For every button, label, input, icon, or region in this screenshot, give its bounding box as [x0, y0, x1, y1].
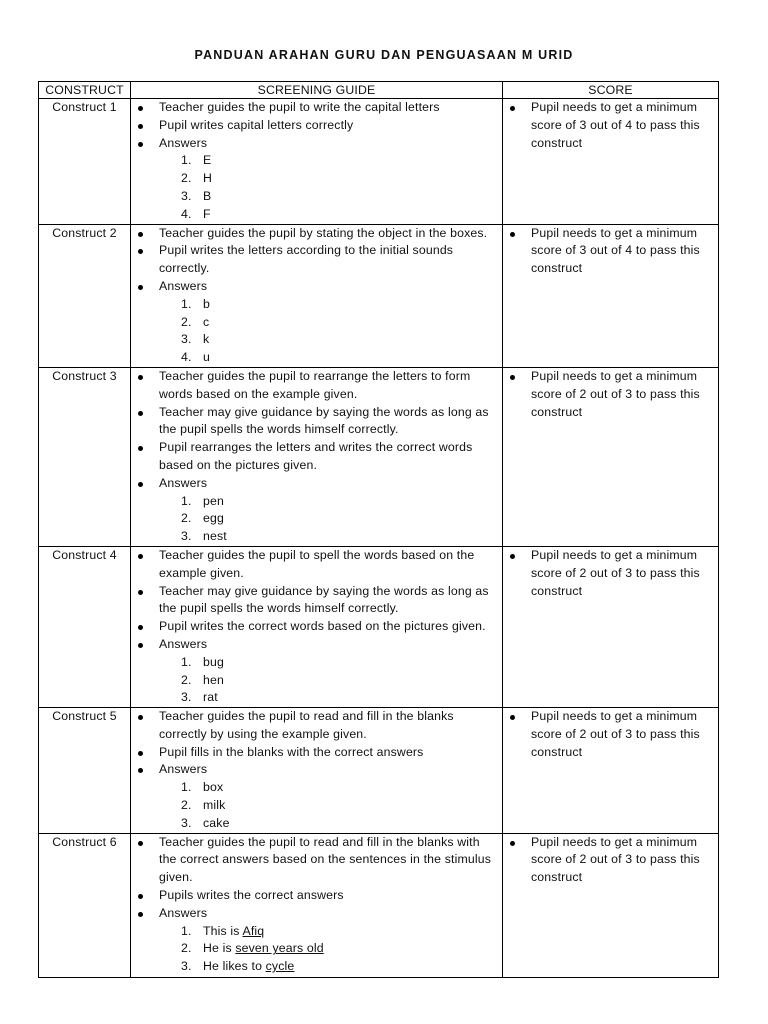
answers-list: [159, 923, 499, 976]
screening-guide-cell: [131, 367, 503, 546]
score-list: [506, 368, 715, 421]
answer-item: [181, 672, 499, 690]
guide-item: [159, 618, 499, 636]
guide-item: [159, 225, 499, 243]
score-text: Pupil needs to get a minimum score of 2 out of 3 to pass this construct: [531, 547, 715, 600]
answer-text: B: [203, 188, 212, 203]
guide-item-text: Teacher guides the pupil to rearrange the letters to form words based on the example given.: [159, 368, 471, 401]
answer-number: 4.: [181, 206, 192, 221]
answer-item: [181, 296, 499, 314]
construct-label: Construct 2: [39, 224, 131, 367]
construct-label: Construct 6: [39, 833, 131, 977]
answer-underlined: cycle: [265, 959, 295, 974]
answer-item: [181, 349, 499, 367]
guide-item: [159, 905, 499, 976]
answer-item: [181, 331, 499, 349]
answer-number: 3.: [181, 188, 192, 203]
answer-text: nest: [203, 529, 227, 544]
score-cell: [503, 99, 719, 225]
answer-number: 2.: [181, 941, 192, 956]
score-cell: [503, 224, 719, 367]
score-cell: [503, 708, 719, 834]
answer-item: [181, 206, 499, 224]
answer-number: 3.: [181, 815, 192, 830]
guide-item-text: Teacher guides the pupil to read and fill in the blanks with the correct answers based on the sentences in the stimulus given.: [159, 834, 492, 885]
guide-item: [159, 834, 499, 887]
answer-underlined: seven years old: [235, 941, 324, 956]
guide-item: [159, 278, 499, 367]
guide-item-text: Answers: [159, 135, 208, 150]
answer-number: 1.: [181, 780, 192, 795]
answer-item: [181, 815, 499, 833]
guide-list: [134, 708, 499, 833]
answers-list: [159, 779, 499, 832]
answer-text: box: [203, 780, 224, 795]
guide-item-text: Pupils writes the correct answers: [159, 888, 344, 903]
answer-number: 1.: [181, 153, 192, 168]
table-row: [39, 224, 719, 367]
answer-prefix: He is: [203, 941, 236, 956]
guide-item-text: Pupil fills in the blanks with the correct answers: [159, 744, 424, 759]
guide-item-text: Teacher may give guidance by saying the words as long as the pupil spells the words himself correctly.: [159, 404, 489, 437]
answer-number: 4.: [181, 350, 192, 365]
answer-item: [181, 940, 499, 958]
guide-item: [159, 117, 499, 135]
guide-item-text: Teacher guides the pupil by stating the object in the boxes.: [159, 225, 488, 240]
answer-number: 2.: [181, 511, 192, 526]
guide-item-text: Pupil writes capital letters correctly: [159, 117, 354, 132]
answer-item: [181, 958, 499, 976]
guide-item-text: Answers: [159, 278, 208, 293]
screening-guide-cell: [131, 708, 503, 834]
score-text: Pupil needs to get a minimum score of 2 out of 3 to pass this construct: [531, 834, 715, 887]
table-row: [39, 708, 719, 834]
guide-item-text: Teacher guides the pupil to read and fill in the blanks correctly by using the example given.: [159, 709, 454, 741]
table-header-row: [39, 82, 719, 99]
guide-item-text: Teacher may give guidance by saying the words as long as the pupil spells the words himself correctly.: [159, 583, 489, 616]
answer-text: hen: [203, 672, 224, 687]
score-list: [506, 708, 715, 761]
guide-item: [159, 708, 499, 744]
screening-guide-cell: [131, 99, 503, 225]
score-text: Pupil needs to get a minimum score of 2 out of 3 to pass this construct: [531, 708, 715, 761]
guide-item: [159, 99, 499, 117]
score-text: Pupil needs to get a minimum score of 3 out of 4 to pass this construct: [531, 225, 715, 278]
guide-item: [159, 887, 499, 905]
construct-label: Construct 1: [39, 99, 131, 225]
answer-item: [181, 654, 499, 672]
score-list: [506, 834, 715, 887]
construct-label: Construct 4: [39, 546, 131, 707]
answer-text: egg: [203, 511, 224, 526]
guide-list: [134, 547, 499, 707]
guide-list: [134, 834, 499, 976]
header-screening-guide: SCREENING GUIDE: [131, 82, 503, 99]
score-list: [506, 547, 715, 600]
guide-item: [159, 135, 499, 224]
answer-number: 1.: [181, 654, 192, 669]
screening-guide-cell: [131, 224, 503, 367]
answer-text: F: [203, 206, 211, 221]
construct-label: Construct 5: [39, 708, 131, 834]
construct-label: Construct 3: [39, 367, 131, 546]
guide-item: [159, 439, 499, 475]
answer-text: pen: [203, 493, 224, 508]
answer-item: [181, 923, 499, 941]
guide-item: [159, 761, 499, 832]
screening-guide-cell: [131, 833, 503, 977]
answer-text: milk: [203, 798, 226, 813]
table-row: [39, 367, 719, 546]
guide-item: [159, 368, 499, 404]
answer-item: [181, 188, 499, 206]
table-row: [39, 546, 719, 707]
guide-item-text: Teacher guides the pupil to write the capital letters: [159, 100, 440, 114]
answer-number: 3.: [181, 959, 192, 974]
answer-text: bug: [203, 654, 224, 669]
answers-list: [159, 654, 499, 707]
answer-text: k: [203, 332, 210, 347]
answer-number: 1.: [181, 923, 192, 938]
answer-text: c: [203, 314, 210, 329]
header-score: SCORE: [503, 82, 719, 99]
guide-item-text: Answers: [159, 762, 208, 777]
answer-number: 2.: [181, 798, 192, 813]
guide-item: [159, 636, 499, 707]
answers-list: [159, 296, 499, 367]
score-cell: [503, 833, 719, 977]
answer-item: [181, 528, 499, 546]
guide-item-text: Pupil writes the correct words based on the pictures given.: [159, 619, 486, 634]
score-list: [506, 99, 715, 152]
answers-list: [159, 152, 499, 223]
answer-item: [181, 797, 499, 815]
document-title: PANDUAN ARAHAN GURU DAN PENGUASAAN M URID: [194, 48, 574, 62]
answer-item: [181, 510, 499, 528]
score-text: Pupil needs to get a minimum score of 2 out of 3 to pass this construct: [531, 368, 715, 421]
answer-number: 2.: [181, 314, 192, 329]
answer-item: [181, 170, 499, 188]
guide-item-text: Teacher guides the pupil to spell the words based on the example given.: [159, 547, 475, 580]
answer-number: 2.: [181, 171, 192, 186]
header-construct: CONSTRUCT: [39, 82, 131, 99]
answer-underlined: Afiq: [242, 923, 265, 938]
answer-text: E: [203, 153, 212, 168]
score-text: Pupil needs to get a minimum score of 3 out of 4 to pass this construct: [531, 99, 715, 152]
answer-text: cake: [203, 815, 230, 830]
guide-item: [159, 404, 499, 440]
score-cell: [503, 367, 719, 546]
screening-guide-cell: [131, 546, 503, 707]
guide-item: [159, 242, 499, 278]
answer-item: [181, 689, 499, 707]
guide-list: [134, 368, 499, 546]
answer-number: 3.: [181, 690, 192, 705]
table-row: [39, 99, 719, 225]
answer-text: H: [203, 171, 213, 186]
score-cell: [503, 546, 719, 707]
answers-list: [159, 493, 499, 546]
answer-item: [181, 152, 499, 170]
answer-item: [181, 314, 499, 332]
guide-item: [159, 547, 499, 583]
guide-item-text: Pupil rearranges the letters and writes the correct words based on the pictures given.: [159, 440, 473, 472]
table-row: [39, 833, 719, 977]
answer-number: 3.: [181, 529, 192, 544]
answer-text: u: [203, 350, 210, 365]
answer-prefix: This is: [203, 923, 243, 938]
guide-item: [159, 583, 499, 619]
answer-text: rat: [203, 690, 218, 705]
guide-item: [159, 475, 499, 546]
answer-item: [181, 779, 499, 797]
screening-guide-table: [38, 81, 719, 978]
answer-item: [181, 493, 499, 511]
answer-number: 1.: [181, 296, 192, 311]
guide-item: [159, 744, 499, 762]
guide-item-text: Answers: [159, 636, 208, 651]
answer-prefix: He likes to: [203, 959, 266, 974]
guide-list: [134, 99, 499, 224]
answer-number: 2.: [181, 672, 192, 687]
answer-number: 1.: [181, 493, 192, 508]
guide-item-text: Answers: [159, 905, 208, 920]
guide-item-text: Pupil writes the letters according to the initial sounds correctly.: [159, 243, 454, 276]
answer-number: 3.: [181, 332, 192, 347]
score-list: [506, 225, 715, 278]
answer-text: b: [203, 296, 210, 311]
guide-item-text: Answers: [159, 475, 208, 490]
guide-list: [134, 225, 499, 367]
